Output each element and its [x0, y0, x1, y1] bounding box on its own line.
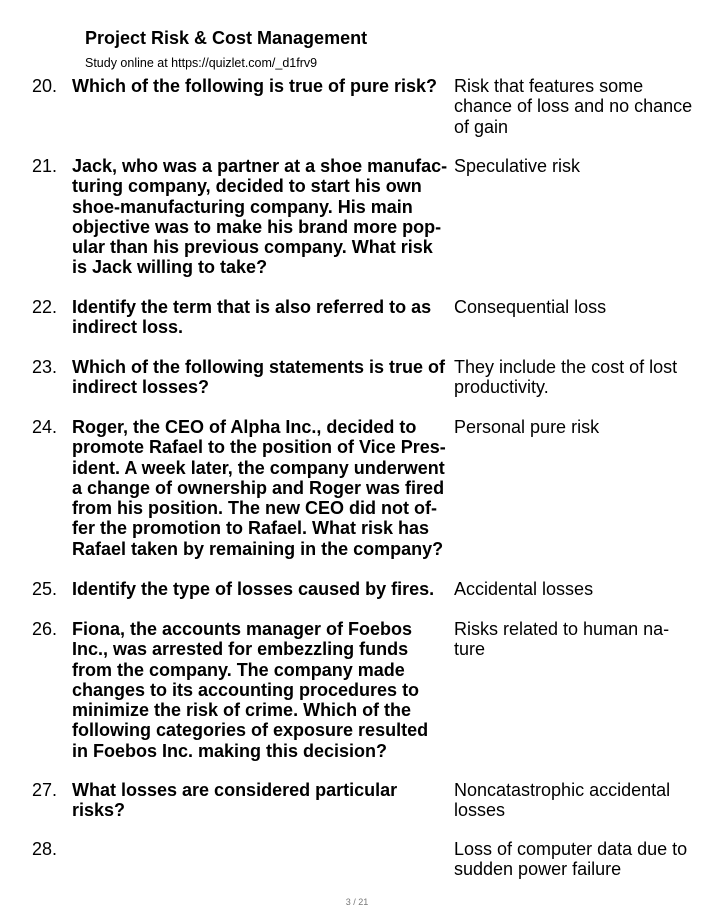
card-term: Roger, the CEO of Alpha Inc., decided to promote Rafael to the position of Vice Pres- ident. A week later, the company underwent a change of ownership and Roger was fired from his position. The new CEO did not of- fer the promotion to Rafael. What risk has Rafael taken by remaining in the company?: [72, 417, 446, 559]
card-definition: Speculative risk: [454, 156, 581, 176]
card-definition: Consequential loss: [454, 297, 607, 317]
card-number: 28.: [32, 839, 58, 859]
card-number: 27.: [32, 780, 58, 800]
card-number: 26.: [32, 619, 58, 639]
card-term: Fiona, the accounts manager of Foebos Inc., was arrested for embezzling funds from the company. The company made changes to its accounting procedures to minimize the risk of crime. Which of the following categories of exposure resulted in Foebos Inc. making this decision?: [72, 619, 429, 761]
card-definition: Noncatastrophic accidental losses: [454, 780, 671, 821]
card-number: 21.: [32, 156, 58, 176]
card-number: 22.: [32, 297, 58, 317]
card-term: Identify the type of losses caused by fires.: [72, 579, 435, 599]
study-online-link[interactable]: Study online at https://quizlet.com/_d1frv9: [85, 56, 318, 70]
card-term: What losses are considered particular risks?: [72, 780, 398, 821]
card-definition: Loss of computer data due to sudden power failure: [454, 839, 688, 880]
card-term: Identify the term that is also referred to as indirect loss.: [72, 297, 432, 338]
card-term: Which of the following is true of pure risk?: [72, 76, 438, 96]
card-term: Jack, who was a partner at a shoe manufac- turing company, decided to start his own shoe-manufacturing company. His main objective was to make his brand more pop- ular than his previous company. What risk is Jack willing to take?: [72, 156, 448, 278]
card-definition: They include the cost of lost productivity.: [454, 357, 678, 398]
card-definition: Risk that features some chance of loss and no chance of gain: [454, 76, 693, 137]
card-term: Which of the following statements is true of indirect losses?: [72, 357, 446, 398]
card-definition: Personal pure risk: [454, 417, 600, 437]
card-number: 25.: [32, 579, 58, 599]
card-definition: Risks related to human na- ture: [454, 619, 670, 660]
document-title: Project Risk & Cost Management: [85, 28, 368, 48]
card-definition: Accidental losses: [454, 579, 594, 599]
card-number: 23.: [32, 357, 58, 377]
card-number: 20.: [32, 76, 58, 96]
card-number: 24.: [32, 417, 58, 437]
document-header: [85, 27, 367, 71]
page-indicator: 3 / 21: [345, 897, 369, 907]
